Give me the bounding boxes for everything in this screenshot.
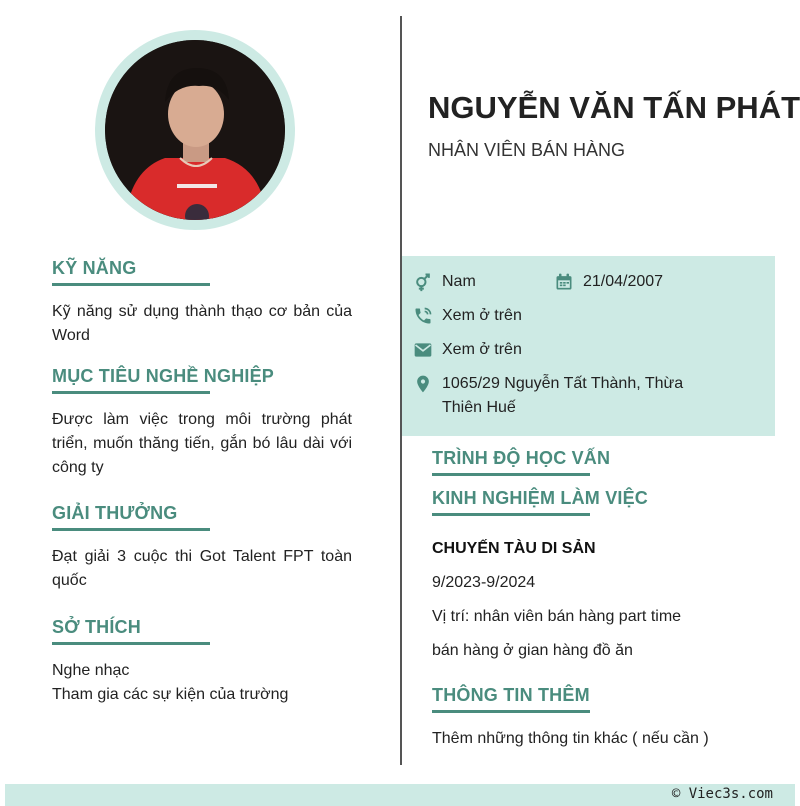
experience-company: CHUYẾN TÀU DI SẢN	[432, 540, 596, 557]
awards-section	[52, 503, 352, 593]
hobby-item: Tham gia các sự kiện của trường	[52, 686, 289, 703]
section-title: GIẢI THƯỞNG	[52, 503, 178, 523]
section-underline	[432, 473, 590, 476]
hobbies-section	[52, 617, 352, 707]
avatar	[105, 40, 285, 220]
gender-value: Nam	[442, 273, 476, 290]
hobby-item: Nghe nhạc	[52, 662, 130, 679]
address-line: 1065/29 Nguyễn Tất Thành, Thừa	[442, 375, 684, 392]
section-underline	[52, 642, 210, 645]
section-underline	[432, 710, 590, 713]
address-line: Thiên Huế	[442, 399, 516, 416]
email-value: Xem ở trên	[442, 341, 522, 358]
section-underline	[52, 283, 210, 286]
section-title: SỞ THÍCH	[52, 617, 141, 637]
section-title: MỤC TIÊU NGHỀ NGHIỆP	[52, 366, 275, 386]
section-title: KINH NGHIỆM LÀM VIỆC	[432, 488, 649, 508]
gender-row	[412, 270, 476, 294]
objective-text: Được làm việc trong môi trường phát triển, muốn thăng tiến, gắn bó lâu dài với công ty	[52, 411, 352, 476]
experience-period: 9/2023-9/2024	[432, 574, 536, 591]
section-title: THÔNG TIN THÊM	[432, 685, 590, 705]
birthday-row	[553, 270, 663, 294]
education-section	[432, 448, 772, 476]
additional-text: Thêm những thông tin khác ( nếu cần )	[432, 730, 709, 747]
location-icon	[412, 373, 434, 395]
phone-row	[412, 304, 522, 328]
experience-role: Vị trí: nhân viên bán hàng part time	[432, 608, 682, 625]
avatar-frame	[95, 30, 295, 230]
section-underline	[52, 528, 210, 531]
candidate-name: NGUYỄN VĂN TẤN PHÁT	[428, 90, 800, 125]
section-title: TRÌNH ĐỘ HỌC VẤN	[432, 448, 611, 468]
address-row	[412, 372, 683, 420]
candidate-position: NHÂN VIÊN BÁN HÀNG	[428, 140, 626, 160]
experience-section	[432, 488, 772, 663]
phone-value: Xem ở trên	[442, 307, 522, 324]
section-underline	[432, 513, 590, 516]
email-icon	[412, 339, 434, 361]
phone-icon	[412, 305, 434, 327]
skills-text: Kỹ năng sử dụng thành thạo cơ bản của Word	[52, 303, 352, 344]
email-row	[412, 338, 522, 362]
calendar-icon	[553, 271, 575, 293]
birthday-value: 21/04/2007	[583, 273, 664, 290]
avatar-photo	[105, 40, 285, 220]
gender-icon	[412, 271, 434, 293]
footer-bar	[5, 784, 795, 806]
additional-section	[432, 685, 772, 751]
experience-description: bán hàng ở gian hàng đồ ăn	[432, 642, 633, 659]
skills-section	[52, 258, 352, 348]
footer-watermark: © Viec3s.com	[671, 786, 773, 802]
address-value	[442, 372, 683, 420]
section-title: KỸ NĂNG	[52, 258, 137, 278]
awards-text: Đạt giải 3 cuộc thi Got Talent FPT toàn quốc	[52, 548, 352, 589]
objective-section	[52, 366, 352, 480]
contact-panel	[402, 256, 775, 436]
section-underline	[52, 391, 210, 394]
